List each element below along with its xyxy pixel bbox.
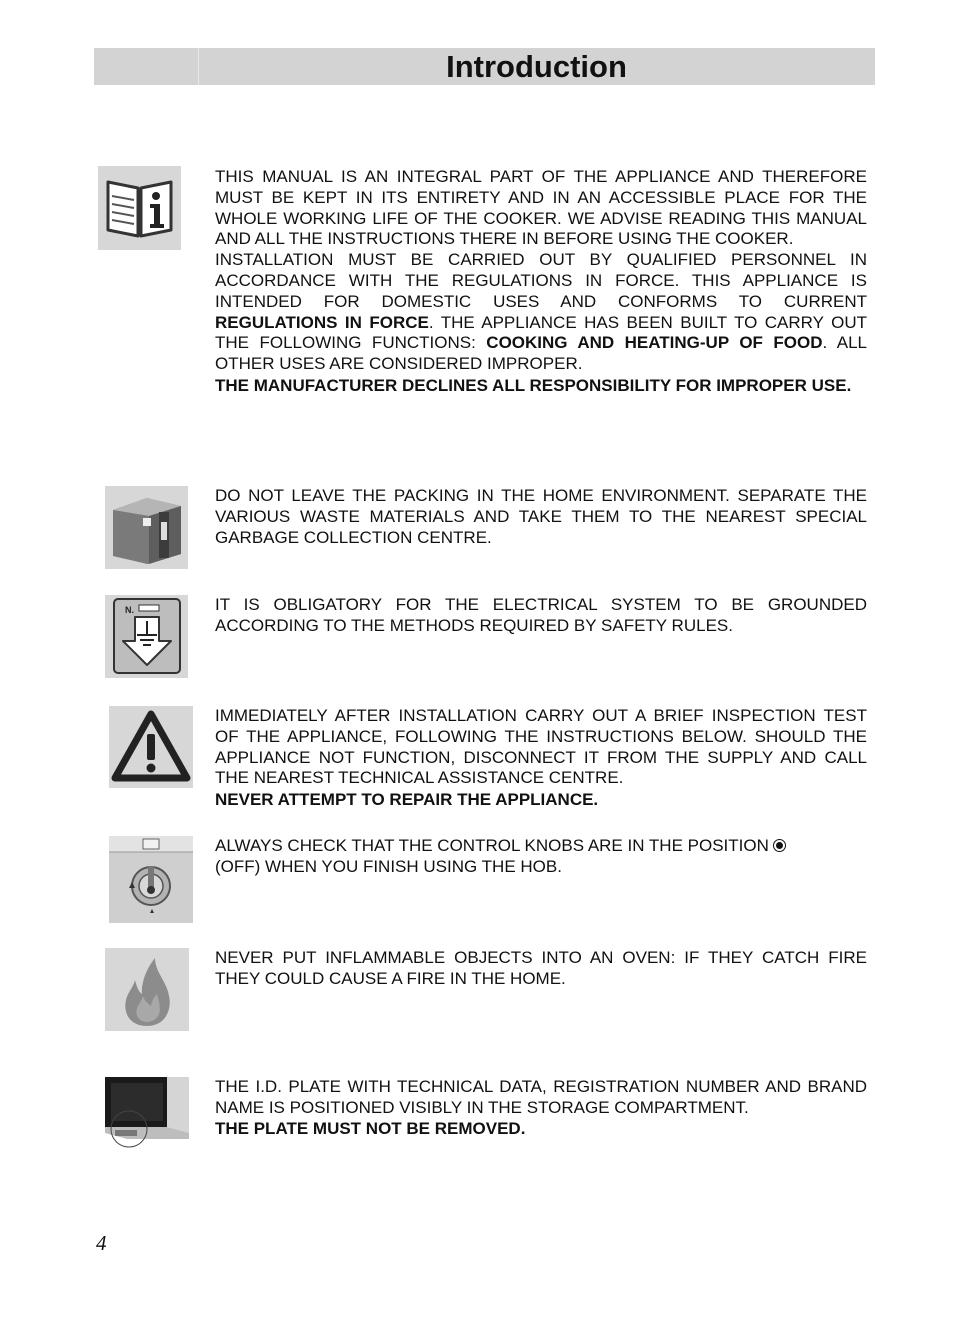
packing-text xyxy=(215,486,867,548)
ground-label: N. xyxy=(125,605,134,615)
control-knob-icon xyxy=(109,836,193,923)
plate-text xyxy=(215,1077,867,1139)
inspection-text xyxy=(215,706,867,811)
ground-symbol-icon xyxy=(105,595,188,678)
grounding-text xyxy=(215,595,867,637)
inspection-paragraph-1: IMMEDIATELY AFTER INSTALLATION CARRY OUT A BRIEF INSPECTION TEST OF THE APPLIANCE, FOLLOWING THE INSTRUCTIONS BELOW. SHOULD THE APPLIANCE NOT FUNCTION, DISCONNECT IT FROM THE SUPPLY AND CALL THE NEAREST TECHNICAL ASSISTANCE CENTRE. xyxy=(215,706,867,788)
flame-icon xyxy=(105,948,189,1031)
packing-paragraph: DO NOT LEAVE THE PACKING IN THE HOME ENVIRONMENT. SEPARATE THE VARIOUS WASTE MATERIALS AND TAKE THEM TO THE NEAREST SPECIAL GARBAGE COLLECTION CENTRE. xyxy=(215,486,867,547)
page-number: 4 xyxy=(96,1231,107,1255)
manual-paragraph-1: THIS MANUAL IS AN INTEGRAL PART OF THE APPLIANCE AND THEREFORE MUST BE KEPT IN ITS ENTIRETY AND IN AN ACCESSIBLE PLACE FOR THE WHOLE WORKING LIFE OF THE COOKER. WE ADVISE READING THIS MANUAL AND ALL THE INSTRUCTIONS THERE IN BEFORE USING THE COOKER. xyxy=(215,167,867,249)
knobs-text xyxy=(215,836,867,878)
packing-box-icon xyxy=(105,486,188,569)
grounding-paragraph: IT IS OBLIGATORY FOR THE ELECTRICAL SYSTEM TO BE GROUNDED ACCORDING TO THE METHODS REQUIRED BY SAFETY RULES. xyxy=(215,595,867,635)
flammable-text xyxy=(215,948,867,990)
title-bar-stub xyxy=(94,48,199,85)
off-position-icon xyxy=(773,839,786,852)
warning-triangle-icon xyxy=(109,706,193,788)
plate-paragraph-1: THE I.D. PLATE WITH TECHNICAL DATA, REGISTRATION NUMBER AND BRAND NAME IS POSITIONED VISIBLY IN THE STORAGE COMPARTMENT. xyxy=(215,1077,867,1117)
plate-paragraph-2: THE PLATE MUST NOT BE REMOVED. xyxy=(215,1118,526,1138)
knobs-paragraph: ALWAYS CHECK THAT THE CONTROL KNOBS ARE IN THE POSITION (OFF) WHEN YOU FINISH USING THE HOB. xyxy=(215,836,867,878)
inspection-paragraph-2: NEVER ATTEMPT TO REPAIR THE APPLIANCE. xyxy=(215,790,599,810)
manual-paragraph-2: INSTALLATION MUST BE CARRIED OUT BY QUALIFIED PERSONNEL IN ACCORDANCE WITH THE REGULATIONS IN FORCE. THIS APPLIANCE IS INTENDED FOR DOMESTIC USES AND CONFORMS TO CURRENT REGULATIONS IN FORCE. THE APPLIANCE HAS BEEN BUILT TO CARRY OUT THE FOLLOWING FUNCTIONS: COOKING AND HEATING-UP OF FOOD. ALL OTHER USES ARE CONSIDERED IMPROPER. xyxy=(215,250,867,374)
id-plate-icon xyxy=(105,1077,189,1150)
page-title: Introduction xyxy=(446,49,627,84)
manual-text xyxy=(215,167,867,397)
manual-paragraph-3: THE MANUFACTURER DECLINES ALL RESPONSIBILITY FOR IMPROPER USE. xyxy=(215,375,852,395)
flammable-paragraph: NEVER PUT INFLAMMABLE OBJECTS INTO AN OVEN: IF THEY CATCH FIRE THEY COULD CAUSE A FIRE IN THE HOME. xyxy=(215,948,867,988)
title-bar xyxy=(94,48,875,85)
manual-info-icon xyxy=(98,166,181,250)
